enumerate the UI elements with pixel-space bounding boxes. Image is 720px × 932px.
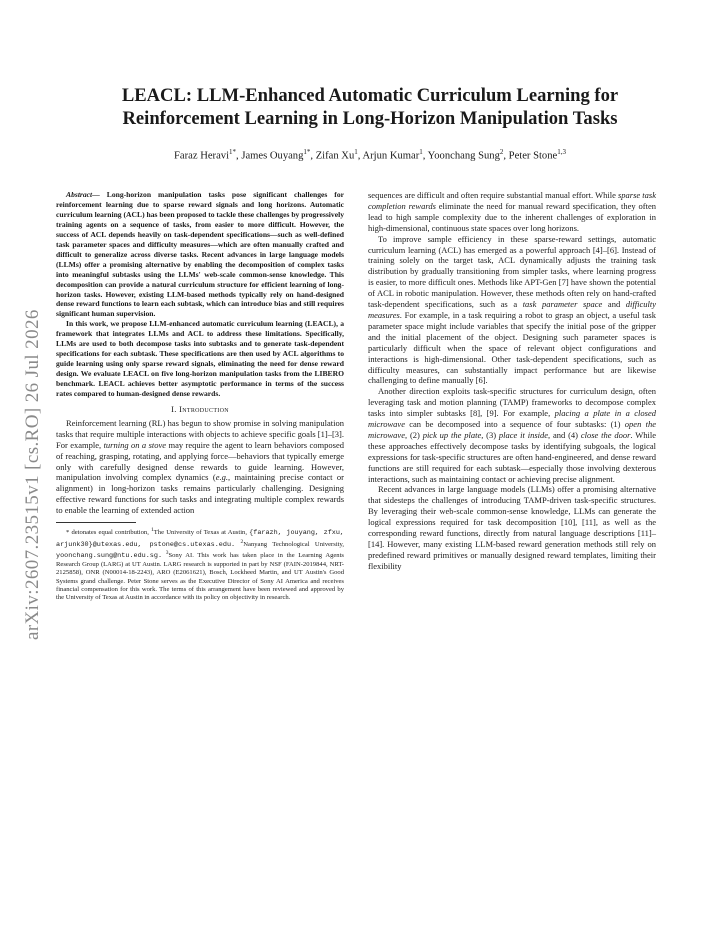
author-affiliation: 2 bbox=[499, 148, 504, 156]
left-column bbox=[56, 190, 344, 603]
footnote-text: Sony AI. This work has taken place in the Learning Agents Research Group (LARG) at UT Austin. LARG research is supported in part by NSF (FAIN-2019844, NRT-2125858), ONR (N00014-18-2243), ARO (E2061621), Bosch, Lockheed Martin, and UT Austin's Good Systems grand challenge. Peter Stone serves as the Executive Director of Sony AI America and receives financial compensation for this work. The terms of this arrangement have been reviewed and approved by the University of Texas at Austin in accordance with its policy on objectivity in research. bbox=[56, 552, 344, 602]
author-name: James Ouyang bbox=[241, 150, 304, 162]
body-text: To improve sample efficiency in these sparse-reward settings, automatic curriculum learning (ACL) has emerged as a powerful approach [4]–[6]. Instead of training solely on the target task, ACL dynamically adjusts the training task distribution by gradually transitioning from simpler tasks, where learning progress is easier, to more difficult ones. Methods like APT-Gen [7] have shown the potential of ACL in robotic manipulation. However, these methods often rely on hand-crafted task-dependent specifications, such as a bbox=[368, 233, 656, 310]
body-text: Another direction exploits task-specific structures for curriculum design, often leveraging task and motion planning (TAMP) frameworks to decompose complex tasks into simpler subtasks [8], [9]. For example, bbox=[368, 386, 656, 419]
author-affiliation: 1* bbox=[303, 148, 311, 156]
body-paragraph-continuation bbox=[368, 190, 656, 234]
author-name: Peter Stone bbox=[508, 150, 558, 162]
footnote-text: * detonates equal contribution, bbox=[66, 529, 152, 537]
body-text: eliminate the need for manual reward specification, they often lead to high sample complexity due to the inherent challenges of exploration in high-dimensional, continuous state spaces over long horizons. bbox=[368, 200, 656, 233]
body-emphasis: place it inside bbox=[498, 429, 549, 440]
body-text: . While these approaches effectively decompose tasks by identifying subgoals, the logical expressions for task-specific structures are often hand-engineered, and dense reward functions are still required for each subtask—especially those involving dexterous interactions, such as maintaining contact or achieving precise alignment. bbox=[368, 429, 656, 484]
title-line-1: LEACL: LLM-Enhanced Automatic Curriculum Learning for bbox=[121, 85, 619, 106]
body-emphasis: difficulty measures bbox=[368, 299, 656, 320]
body-paragraph-acl bbox=[368, 234, 656, 387]
body-text: and bbox=[602, 299, 626, 310]
footnote-marker: 1 bbox=[151, 527, 154, 534]
body-text: , (3) bbox=[481, 429, 499, 440]
abstract-paragraph-2: In this work, we propose LLM-enhanced automatic curriculum learning (LEACL), a framework that integrates LLMs and ACL to address these limitations. Specifically, LLMs are used to both decompose tasks into subtasks and to generate task-dependent specifications for each subtask. These specifications are then used by ACL algorithms to guide learning using only sparse reward signals, eliminating the need for dense reward design. We evaluate LEACL on five long-horizon manipulation tasks from the LIBERO benchmark. LEACL achieves better asymptotic performance in terms of the success rates compared to human-designed dense rewards. bbox=[56, 319, 344, 399]
body-emphasis: open the microwave bbox=[368, 419, 656, 440]
intro-text: may require the agent to learn behaviors composed of reaching, grasping, rotating, and applying force—behaviors that typically emerge only with carefully designed dense rewards to guide learning. However, manipulation involving complex dynamics ( bbox=[56, 439, 344, 483]
author-affiliation: 1 bbox=[354, 148, 358, 156]
right-column bbox=[368, 190, 656, 572]
body-text: , and (4) bbox=[548, 429, 581, 440]
intro-emphasis: e.g. bbox=[215, 472, 228, 483]
title-line-2: Reinforcement Learning in Long-Horizon Manipulation Tasks bbox=[122, 108, 618, 129]
footnote-divider bbox=[56, 522, 136, 523]
author-name: Zifan Xu bbox=[315, 150, 355, 162]
footnote bbox=[56, 526, 344, 603]
author-affiliation: 1,3 bbox=[557, 148, 566, 156]
author-name: Arjun Kumar bbox=[362, 150, 420, 162]
body-emphasis: sparse task completion rewards bbox=[368, 190, 657, 211]
body-text: . For example, in a task requiring a robot to grasp an object, a useful task parameter space might include variables that specify the initial pose of the gripper and the initial placement of the object. Designing such parameter spaces is particularly difficult when the space of relevant object configurations and interactions is high-dimensional. Other task-dependent specifications, such as difficulty measures, can substantially impact performance but are likewise challenging to define manually [6]. bbox=[368, 309, 656, 386]
author-name: Faraz Heravi bbox=[174, 150, 230, 162]
footnote-emails: yoonchang.sung@ntu.edu.sg. bbox=[56, 552, 163, 561]
author-list: Faraz Heravi$^{1*}$, James Ouyang$^{1*}$, Zifan Xu$^1$, Arjun Kumar$^1$, Yoonchang Sung$^2$, Peter Stone$^{1,3}$ bbox=[174, 148, 566, 162]
footnote-marker: 2 bbox=[240, 538, 244, 545]
intro-emphasis: turning on a stove bbox=[103, 439, 167, 450]
abstract-label: Abstract bbox=[66, 190, 93, 199]
footnote-text: The University of Texas at Austin, bbox=[153, 529, 250, 537]
intro-paragraph-1 bbox=[56, 418, 344, 516]
body-emphasis: close the door bbox=[580, 429, 631, 440]
body-paragraph-llm: Recent advances in large language models (LLMs) offer a promising alternative that sidesteps the challenges of introducing TAMP-driven task-specific structures. By leveraging their web-scale common-sense knowledge, LLMs can generate the logical expressions required for task decomposition [10], [11], as well as the corresponding reward functions, directly from natural language descriptions [11]–[14]. However, many existing LLM-based reward generation methods still rely on predefined reward primitives or manually designed reward templates, limiting their flexibility bbox=[368, 484, 656, 571]
intro-text: Reinforcement learning (RL) has begun to show promise in solving manipulation tasks that require multiple interactions with objects to achieve specific goals [1]–[3]. For example, bbox=[56, 417, 344, 450]
body-text: sequences are difficult and often require substantial manual effort. While bbox=[368, 190, 618, 200]
footnote-emails: {farazh, jouyang, zfxu, arjunk30}@utexas.edu, pstone@cs.utexas.edu. bbox=[56, 529, 345, 549]
body-emphasis: task parameter space bbox=[522, 299, 603, 310]
body-text: can be decomposed into a sequence of four subtasks: (1) bbox=[404, 419, 625, 430]
footnote-marker: 3 bbox=[165, 550, 169, 557]
intro-text: , maintaining precise contact or alignment) in long-horizon tasks remains particularly challenging. Designing effective reward functions for such tasks and integrating multiple complex rewards to enable the learning of extended action bbox=[56, 472, 344, 516]
body-paragraph-tamp bbox=[368, 386, 656, 484]
abstract bbox=[56, 190, 344, 399]
author-affiliation: 1* bbox=[229, 148, 237, 156]
paper-title bbox=[80, 84, 660, 130]
body-emphasis: pick up the plate bbox=[422, 429, 482, 440]
body-emphasis: placing a plate in a closed microwave bbox=[368, 408, 656, 430]
section-heading-introduction: I. Introduction bbox=[171, 404, 229, 415]
abstract-text-1: — Long-horizon manipulation tasks pose significant challenges for reinforcement learning due to sparse reward signals and long horizons. Automatic curriculum learning (ACL) has been proposed to tackle these challenges by progressively training agents on a sequence of tasks, from easier to more difficult. However, the success of ACL depends heavily on task-dependent specifications—such as well-defined task parameter spaces and difficulty measures—which are often manually crafted and difficult to generalize across diverse tasks. Recent advances in large language models (LLMs) offer a promising alternative by enabling the decomposition of complex tasks into meaningful subtasks using the LLMs' web-scale common-sense knowledge. This decomposition can provide a natural curriculum structure for efficient learning of long-horizon tasks. However, existing LLM-based methods typically rely on hand-designed dense reward functions to learn each subtask, which can introduce bias and still requires significant human supervision. bbox=[56, 190, 344, 319]
author-affiliation: 1 bbox=[419, 148, 423, 156]
abstract-paragraph-1 bbox=[56, 190, 344, 319]
author-name: Yoonchang Sung bbox=[427, 150, 500, 162]
footnote-text: Nanyang Technological University, bbox=[243, 540, 344, 548]
body-text: , (2) bbox=[404, 429, 423, 440]
arxiv-identifier-stamp: arXiv:2607.23515v1 [cs.RO] 26 Jul 2026 bbox=[22, 309, 43, 640]
